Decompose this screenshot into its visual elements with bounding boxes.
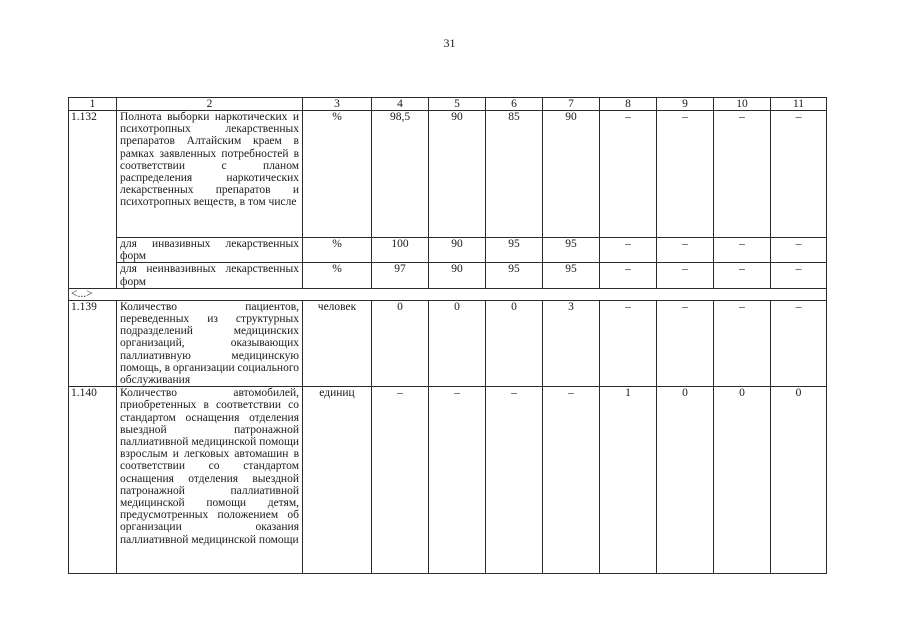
- unit-cell: человек: [303, 300, 372, 386]
- row-number: 1.140: [69, 387, 117, 574]
- column-header: 6: [486, 98, 543, 111]
- value-cell: 1: [600, 387, 657, 574]
- column-header: 1: [69, 98, 117, 111]
- value-cell: –: [657, 300, 714, 386]
- value-cell: 100: [372, 238, 429, 263]
- unit-cell: %: [303, 111, 372, 238]
- value-cell: 0: [714, 387, 771, 574]
- value-cell: –: [714, 238, 771, 263]
- omission-row: [69, 288, 827, 300]
- value-cell: 90: [543, 111, 600, 238]
- column-header: 4: [372, 98, 429, 111]
- value-cell: –: [600, 238, 657, 263]
- indicator-text: для инвазивных лекарственных форм: [117, 238, 303, 263]
- unit-cell: единиц: [303, 387, 372, 574]
- value-cell: 95: [543, 263, 600, 288]
- value-cell: –: [600, 263, 657, 288]
- value-cell: –: [771, 263, 827, 288]
- value-cell: 0: [657, 387, 714, 574]
- indicator-text: Полнота выборки наркотических и психотропных лекарственных препаратов Алтайским краем в рамках заявленных потребностей в соответствии с планом распределения наркотических лекарственных препаратов и психотропных веществ, в том числе: [117, 111, 303, 238]
- value-cell: –: [372, 387, 429, 574]
- indicator-text: Количество пациентов, переведенных из структурных подразделений медицинских организаций, оказывающих паллиативную медицинскую помощь, в организации социального обслуживания: [117, 300, 303, 386]
- value-cell: –: [486, 387, 543, 574]
- value-cell: –: [714, 263, 771, 288]
- value-cell: –: [543, 387, 600, 574]
- value-cell: –: [771, 238, 827, 263]
- column-header: 5: [429, 98, 486, 111]
- value-cell: 90: [429, 263, 486, 288]
- value-cell: –: [600, 300, 657, 386]
- column-header: 2: [117, 98, 303, 111]
- value-cell: 97: [372, 263, 429, 288]
- column-header: 9: [657, 98, 714, 111]
- omission-marker: <...>: [69, 288, 827, 300]
- row-number: 1.139: [69, 300, 117, 386]
- value-cell: –: [657, 111, 714, 238]
- value-cell: –: [714, 111, 771, 238]
- indicators-table: [68, 97, 827, 574]
- page-number: 31: [443, 36, 456, 50]
- value-cell: –: [429, 387, 486, 574]
- value-cell: –: [657, 238, 714, 263]
- column-header: 3: [303, 98, 372, 111]
- unit-cell: %: [303, 263, 372, 288]
- column-header: 7: [543, 98, 600, 111]
- indicator-text: для неинвазивных лекарственных форм: [117, 263, 303, 288]
- row-number: 1.132: [69, 111, 117, 289]
- value-cell: –: [771, 300, 827, 386]
- column-header: 8: [600, 98, 657, 111]
- value-cell: –: [600, 111, 657, 238]
- value-cell: 90: [429, 238, 486, 263]
- value-cell: 0: [429, 300, 486, 386]
- value-cell: 95: [486, 238, 543, 263]
- value-cell: 90: [429, 111, 486, 238]
- table-header-row: [69, 98, 827, 111]
- value-cell: 98,5: [372, 111, 429, 238]
- value-cell: 0: [372, 300, 429, 386]
- value-cell: 95: [543, 238, 600, 263]
- value-cell: 85: [486, 111, 543, 238]
- table-row: [69, 387, 827, 574]
- value-cell: –: [657, 263, 714, 288]
- table-row: [69, 111, 827, 238]
- value-cell: 0: [771, 387, 827, 574]
- unit-cell: %: [303, 238, 372, 263]
- table-row: [69, 300, 827, 386]
- value-cell: –: [714, 300, 771, 386]
- value-cell: –: [771, 111, 827, 238]
- value-cell: 3: [543, 300, 600, 386]
- value-cell: 95: [486, 263, 543, 288]
- value-cell: 0: [486, 300, 543, 386]
- table-row: [69, 263, 827, 288]
- table-row: [69, 238, 827, 263]
- column-header: 11: [771, 98, 827, 111]
- indicator-text: Количество автомобилей, приобретенных в соответствии со стандартом оснащения отделения выездной патронажной паллиативной медицинской помощи взрослым и легковых автомашин в соответствии со стандартом оснащения отделения выездной патронажной паллиативной медицинской помощи детям, предусмотренных положением об организации оказания паллиативной медицинской помощи: [117, 387, 303, 574]
- column-header: 10: [714, 98, 771, 111]
